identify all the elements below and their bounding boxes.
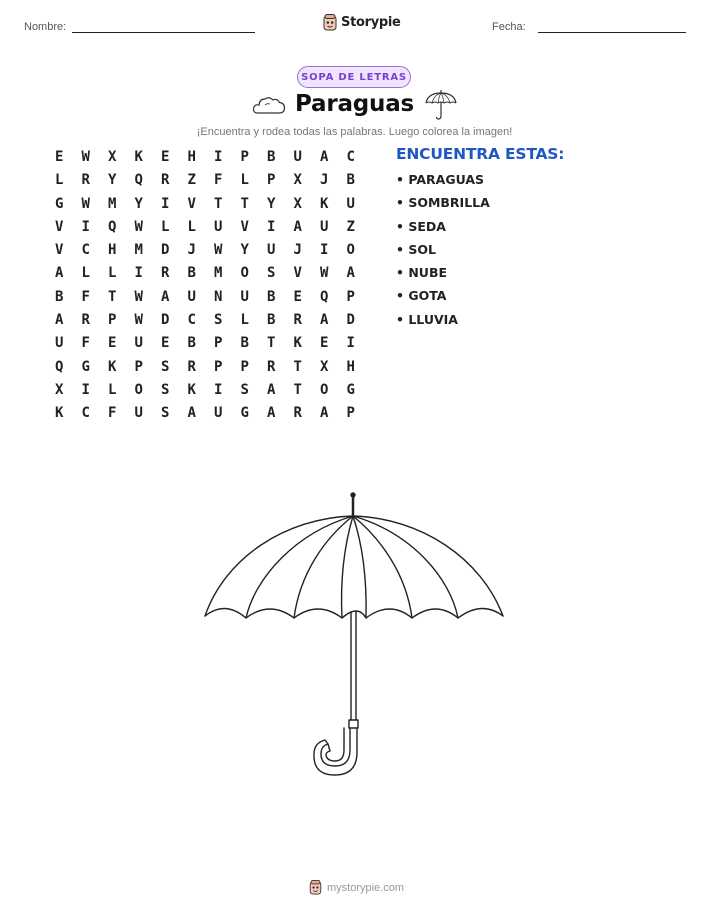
grid-letter[interactable]: A [55,265,64,282]
word-list-item: • SEDA [396,218,446,234]
grid-letter[interactable]: E [108,335,117,352]
grid-letter[interactable]: X [108,149,117,165]
grid-letter[interactable]: Q [108,218,117,235]
grid-letter[interactable]: N [214,288,223,305]
grid-letter[interactable]: U [55,335,64,352]
grid-letter[interactable]: K [55,405,64,422]
grid-letter[interactable]: A [187,405,196,422]
word-list-item: • GOTA [396,288,447,304]
grid-letter[interactable]: I [346,335,355,352]
grid-letter[interactable]: R [293,312,302,329]
grid-letter[interactable]: C [81,405,90,422]
grid-letter[interactable]: S [240,381,249,398]
grid-letter[interactable]: O [320,381,329,398]
grid-letter[interactable]: O [240,265,249,282]
grid-letter[interactable]: B [187,335,196,352]
grid-row [46,403,364,426]
grid-letter[interactable]: J [187,242,196,259]
grid-letter[interactable]: P [134,358,143,375]
grid-letter[interactable]: Q [134,172,143,189]
grid-letter[interactable]: B [267,312,276,329]
grid-letter[interactable]: A [267,405,276,422]
grid-letter[interactable]: C [346,149,355,165]
grid-letter[interactable]: E [320,335,329,352]
grid-letter[interactable]: L [240,172,249,189]
name-line[interactable] [72,32,255,33]
storypie-mascot-icon [323,14,337,31]
grid-letter[interactable]: B [55,288,64,305]
grid-letter[interactable]: V [55,242,64,259]
grid-row [46,333,364,356]
grid-letter[interactable]: U [240,288,249,305]
grid-letter[interactable]: U [320,218,329,235]
grid-letter[interactable]: Y [108,172,117,189]
grid-letter[interactable]: P [214,335,223,352]
footer-site[interactable]: mystorypie.com [327,881,405,894]
grid-letter[interactable]: W [81,195,90,212]
grid-letter[interactable]: T [267,335,276,352]
grid-letter[interactable]: W [320,265,329,282]
grid-letter[interactable]: A [346,265,355,282]
grid-letter[interactable]: T [108,288,117,305]
grid-letter[interactable]: F [81,335,90,352]
grid-letter[interactable]: V [55,218,64,235]
grid-letter[interactable]: A [293,218,302,235]
grid-letter[interactable]: I [320,242,329,259]
grid-letter[interactable]: A [320,149,329,165]
grid-letter[interactable]: U [134,335,143,352]
grid-letter[interactable]: I [161,195,170,212]
grid-letter[interactable]: R [293,405,302,422]
grid-letter[interactable]: R [161,172,170,189]
grid-row [46,357,364,380]
grid-letter[interactable]: T [214,195,223,212]
grid-letter[interactable]: G [240,405,249,422]
grid-letter[interactable]: B [267,288,276,305]
grid-row [46,287,364,310]
grid-letter[interactable]: O [134,381,143,398]
grid-letter[interactable]: U [187,288,196,305]
grid-letter[interactable]: V [187,195,196,212]
grid-letter[interactable]: A [161,288,170,305]
grid-letter[interactable]: S [161,358,170,375]
grid-letter[interactable]: P [240,358,249,375]
grid-letter[interactable]: R [267,358,276,375]
grid-letter[interactable]: K [320,195,329,212]
grid-letter[interactable]: L [161,218,170,235]
grid-letter[interactable]: D [161,242,170,259]
grid-letter[interactable]: S [161,381,170,398]
grid-letter[interactable]: T [240,195,249,212]
grid-letter[interactable]: U [214,218,223,235]
grid-letter[interactable]: S [267,265,276,282]
grid-row [46,263,364,286]
grid-letter[interactable]: H [108,242,117,259]
grid-letter[interactable]: S [214,312,223,329]
grid-letter[interactable]: X [320,358,329,375]
grid-letter[interactable]: J [320,172,329,189]
footer [309,880,404,895]
grid-letter[interactable]: I [134,265,143,282]
storypie-mascot-icon [309,880,322,895]
grid-letter[interactable]: K [187,381,196,398]
grid-letter[interactable]: C [81,242,90,259]
grid-letter[interactable]: E [161,149,170,165]
umbrella-icon [424,89,458,121]
grid-letter[interactable]: G [346,381,355,398]
grid-letter[interactable]: T [293,358,302,375]
brand-logo [323,14,401,31]
grid-letter[interactable]: H [346,358,355,375]
grid-letter[interactable]: D [346,312,355,329]
grid-letter[interactable]: P [214,358,223,375]
word-list-item: • NUBE [396,265,448,281]
grid-letter[interactable]: Y [267,195,276,212]
grid-letter[interactable]: W [134,312,143,329]
grid-letter[interactable]: I [214,381,223,398]
grid-letter[interactable]: X [293,172,302,189]
grid-letter[interactable]: W [81,149,90,165]
grid-row [46,147,364,170]
grid-letter[interactable]: W [214,242,223,259]
grid-letter[interactable]: K [293,335,302,352]
word-list-item: • PARAGUAS [396,172,485,187]
grid-letter[interactable]: F [108,405,117,422]
grid-letter[interactable]: B [346,172,355,189]
grid-row [46,380,364,403]
grid-letter[interactable]: H [187,149,196,165]
grid-letter[interactable]: I [81,381,90,398]
word-list-title: ENCUENTRA ESTAS: [396,145,565,163]
name-label: Nombre: [24,21,67,33]
grid-letter[interactable]: A [320,312,329,329]
grid-letter[interactable]: Z [187,172,196,189]
grid-letter[interactable]: J [293,242,302,259]
header-bar [0,0,709,40]
grid-letter[interactable]: B [240,335,249,352]
grid-letter[interactable]: R [161,265,170,282]
grid-letter[interactable]: U [346,195,355,212]
grid-letter[interactable]: O [346,242,355,259]
grid-letter[interactable]: T [293,381,302,398]
grid-letter[interactable]: G [81,358,90,375]
grid-letter[interactable]: M [134,242,143,259]
grid-letter[interactable]: P [108,312,117,329]
grid-letter[interactable]: P [346,288,355,305]
grid-letter[interactable]: C [187,312,196,329]
grid-row [46,240,364,263]
grid-letter[interactable]: I [267,218,276,235]
word-list-item: • SOL [396,241,436,257]
date-label: Fecha: [492,21,526,33]
grid-letter[interactable]: L [108,265,117,282]
grid-letter[interactable]: Y [240,242,249,259]
grid-letter[interactable]: G [55,195,64,212]
grid-letter[interactable]: R [187,358,196,375]
page-title: Paraguas [294,91,415,117]
grid-letter[interactable]: P [267,172,276,189]
grid-letter[interactable]: V [293,265,302,282]
grid-letter[interactable]: U [293,149,302,165]
grid-letter[interactable]: X [293,195,302,212]
word-search-grid[interactable] [46,147,364,427]
grid-letter[interactable]: R [81,312,90,329]
grid-letter[interactable]: D [161,312,170,329]
grid-letter[interactable]: Z [346,218,355,235]
grid-row [46,310,364,333]
grid-letter[interactable]: E [161,335,170,352]
grid-letter[interactable]: E [293,288,302,305]
grid-letter[interactable]: Q [55,358,64,375]
grid-letter[interactable]: L [81,265,90,282]
grid-letter[interactable]: A [55,312,64,329]
word-list-item: • LLUVIA [396,311,458,327]
grid-row [46,217,364,240]
grid-letter[interactable]: B [187,265,196,282]
grid-letter[interactable]: I [81,218,90,235]
grid-letter[interactable]: I [214,149,223,165]
grid-letter[interactable]: W [134,218,143,235]
date-line[interactable] [538,32,686,33]
grid-letter[interactable]: Q [320,288,329,305]
grid-letter[interactable]: F [81,288,90,305]
grid-letter[interactable]: F [214,172,223,189]
grid-letter[interactable]: A [267,381,276,398]
grid-letter[interactable]: L [240,312,249,329]
grid-letter[interactable]: K [134,149,143,165]
grid-letter[interactable]: U [134,405,143,422]
grid-letter[interactable]: P [240,149,249,165]
grid-row [46,170,364,193]
word-list [396,172,490,335]
grid-letter[interactable]: M [214,265,223,282]
worksheet-type-badge: SOPA DE LETRAS [297,66,411,88]
grid-letter[interactable]: M [108,195,117,212]
grid-letter[interactable]: L [187,218,196,235]
grid-letter[interactable]: L [55,172,64,189]
grid-letter[interactable]: A [320,405,329,422]
instructions: ¡Encuentra y rodea todas las palabras. Luego colorea la imagen! [196,126,513,138]
brand-name: Storypie [341,15,401,30]
grid-letter[interactable]: X [55,381,64,398]
grid-letter[interactable]: Y [134,195,143,212]
grid-row [46,194,364,217]
grid-letter[interactable]: K [108,358,117,375]
grid-letter[interactable]: W [134,288,143,305]
grid-letter[interactable]: V [240,218,249,235]
grid-letter[interactable]: S [161,405,170,422]
umbrella-coloring-illustration[interactable] [200,488,510,783]
word-list-item: • SOMBRILLA [396,195,490,211]
grid-letter[interactable]: B [267,149,276,165]
grid-letter[interactable]: P [346,405,355,422]
grid-letter[interactable]: E [55,149,64,165]
grid-letter[interactable]: L [108,381,117,398]
grid-letter[interactable]: R [81,172,90,189]
grid-letter[interactable]: U [214,405,223,422]
grid-letter[interactable]: U [267,242,276,259]
